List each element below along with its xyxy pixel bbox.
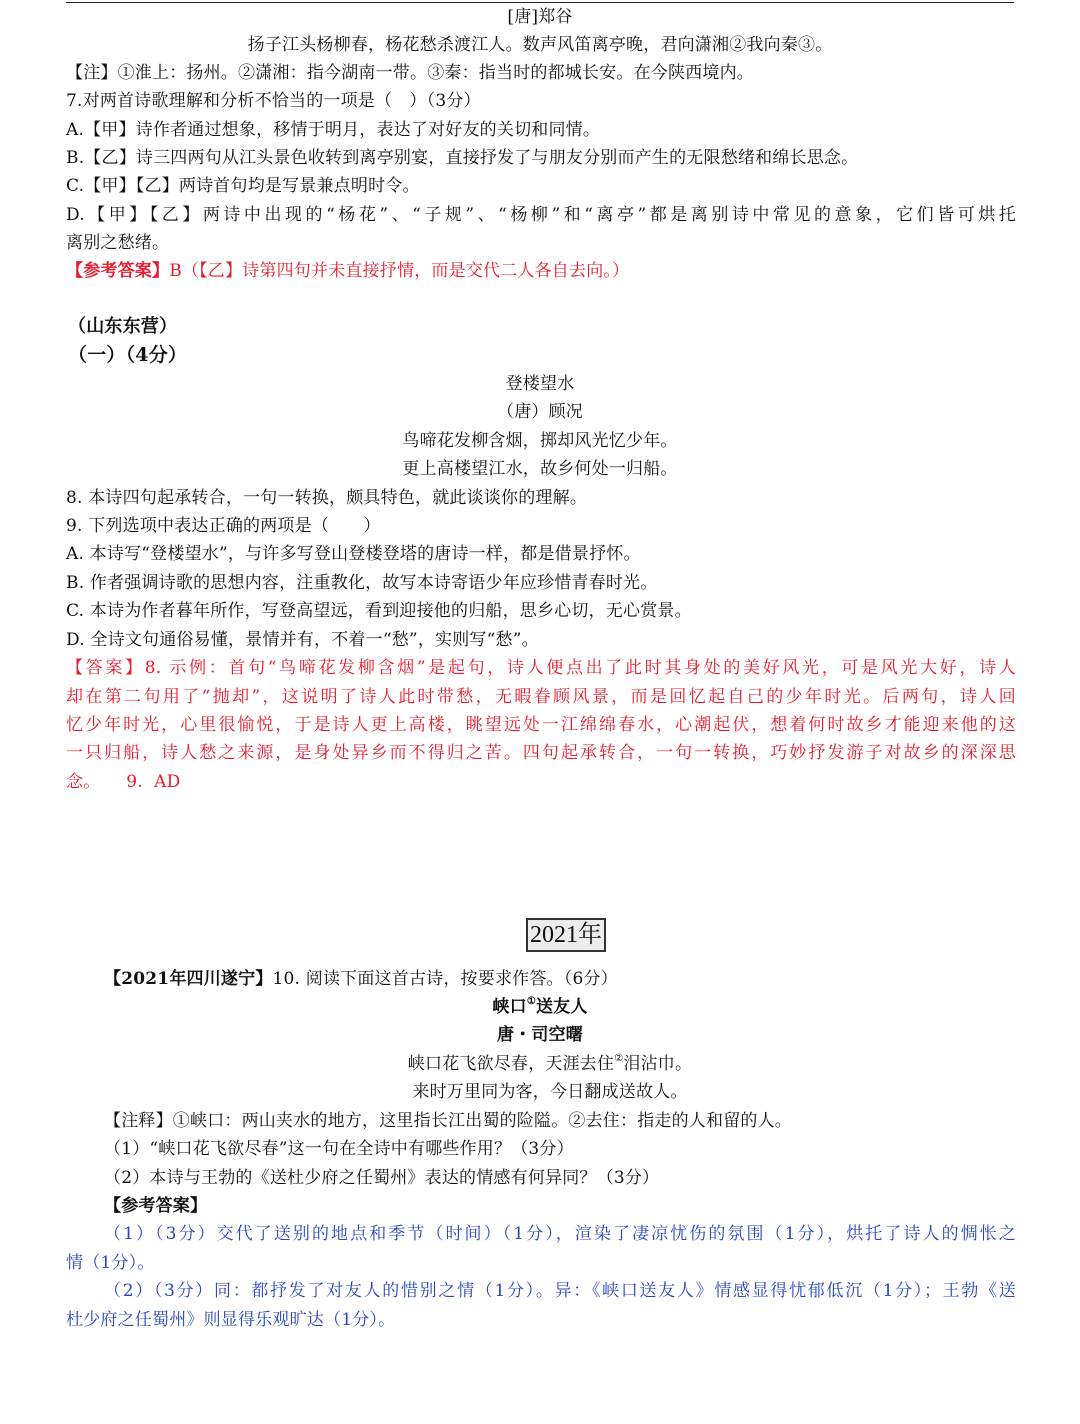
sub-question-1: （1）“峡口花飞欲尽春”这一句在全诗中有哪些作用？（3分）: [104, 1139, 574, 1159]
question-10: [104, 966, 618, 992]
option-9a: A. 本诗写“登楼望水”，与许多写登山登楼登塔的唐诗一样，都是借景抒怀。: [66, 544, 641, 564]
answer-2-line-2: 杜少府之任蜀州》则显得乐观旷达（1分）。: [66, 1310, 396, 1330]
reference-answer-label: 【参考答案】: [104, 1196, 208, 1216]
answer-text: B（【乙】诗第四句并未直接抒情，而是交代二人各自去向。）: [169, 261, 630, 281]
question-8: 8. 本诗四句起承转合，一句一转换，颇具特色，就此谈谈你的理解。: [66, 488, 588, 508]
poem-line-1: 鸟啼花发柳含烟，掷却风光忆少年。: [402, 431, 678, 451]
answer-line-2: 却在第二句用了“抛却”，这说明了诗人此时带愁，无暇眷顾风景，而是回忆起自己的少年时光。后两句，诗人回: [66, 687, 1016, 707]
poem-note: 【注释】①峡口：两山夹水的地方，这里指长江出蜀的险隘。②去住：指走的人和留的人。: [104, 1111, 792, 1131]
option-7b: B.【乙】诗三四两句从江头景色收转到离亭别宴，直接抒发了与朋友分别而产生的无限愁绪和绵长思念。: [66, 148, 859, 168]
poem-note: 【注】①淮上：扬州。②潇湘：指今湖南一带。③秦：指当时的都城长安。在今陕西境内。: [66, 63, 754, 83]
option-7c: C.【甲】【乙】两诗首句均是写景兼点明时令。: [66, 176, 420, 196]
answer-7: [66, 258, 629, 284]
poem-title: 登楼望水: [505, 374, 575, 394]
answer-line-5: 念。 9. AD: [66, 772, 181, 792]
answer-1-line-2: 情（1分）。: [66, 1253, 155, 1273]
poem-line-2: 更上高楼望江水，故乡何处一归船。: [402, 459, 678, 479]
section-heading: （一）（4分）: [68, 344, 188, 366]
poem-line-2: 来时万里同为客，今日翻成送故人。: [412, 1082, 688, 1102]
question-7: 7.对两首诗歌理解和分析不恰当的一项是（ ）（3分）: [66, 91, 481, 111]
poem-line-1: 峡口花飞欲尽春，天涯去住②泪沾巾。: [407, 1053, 693, 1074]
question-9: 9. 下列选项中表达正确的两项是（ ）: [66, 516, 381, 536]
option-9c: C. 本诗为作者暮年所作，写登高望远，看到迎接他的归船，思乡心切，无心赏景。: [66, 601, 692, 621]
answer-line-1: 【答案】8. 示例：首句“鸟啼花发柳含烟”是起句，诗人便点出了此时其身处的美好风光，可是风光大好，诗人: [66, 658, 1016, 678]
poem-text: 扬子江头杨柳春，杨花愁杀渡江人。数声风笛离亭晚，君向潇湘②我向秦③。: [247, 35, 833, 55]
poem-author: [唐]郑谷: [507, 7, 573, 27]
answer-line-3: 忆少年时光，心里很愉悦，于是诗人更上高楼，眺望远处一江绵绵春水，心潮起伏，想着何时故乡才能迎来他的这: [66, 715, 1016, 735]
answer-2-line-1: （2）（3分）同：都抒发了对友人的惜别之情（1分）。异：《峡口送友人》情感显得忧郁低沉（1分）；王勃《送: [104, 1281, 1016, 1301]
option-7d-line1: D.【甲】【乙】两诗中出现的“杨花”、“子规”、“杨柳”和“离亭”都是离别诗中常见的意象，它们皆可烘托: [66, 205, 1016, 225]
option-7a: A.【甲】诗作者通过想象，移情于明月，表达了对好友的关切和同情。: [66, 120, 601, 140]
year-heading: 2021年: [526, 918, 606, 952]
poem-author: （唐）顾况: [497, 402, 583, 422]
option-9b: B. 作者强调诗歌的思想内容，注重教化，故写本诗寄语少年应珍惜青春时光。: [66, 573, 658, 593]
option-7d-line2: 离别之愁绪。: [66, 233, 170, 253]
answer-label: 【参考答案】: [66, 261, 170, 281]
sub-question-2: （2）本诗与王勃的《送杜少府之任蜀州》表达的情感有何异同？（3分）: [104, 1168, 660, 1188]
question-10-text: 10. 阅读下面这首古诗，按要求作答。（6分）: [272, 969, 618, 989]
region-label: （山东东营）: [68, 316, 178, 337]
source-label: 【2021年四川遂宁】: [104, 969, 273, 989]
answer-line-4: 一只归船，诗人愁之来源，是身处异乡而不得归之苦。四句起承转合，一句一转换，巧妙抒发游子对故乡的深深思: [66, 743, 1016, 763]
answer-1-line-1: （1）（3分）交代了送别的地点和季节（时间）（1分），渲染了凄凉忧伤的氛围（1分），烘托了诗人的惆怅之: [104, 1224, 1016, 1244]
poem-author: 唐・司空曙: [497, 1025, 583, 1045]
top-rule: [66, 2, 1014, 3]
option-9d: D. 全诗文句通俗易懂，景情并有，不着一“愁”，实则写“愁”。: [66, 630, 539, 650]
poem-title: 峡口①送友人: [492, 996, 588, 1017]
